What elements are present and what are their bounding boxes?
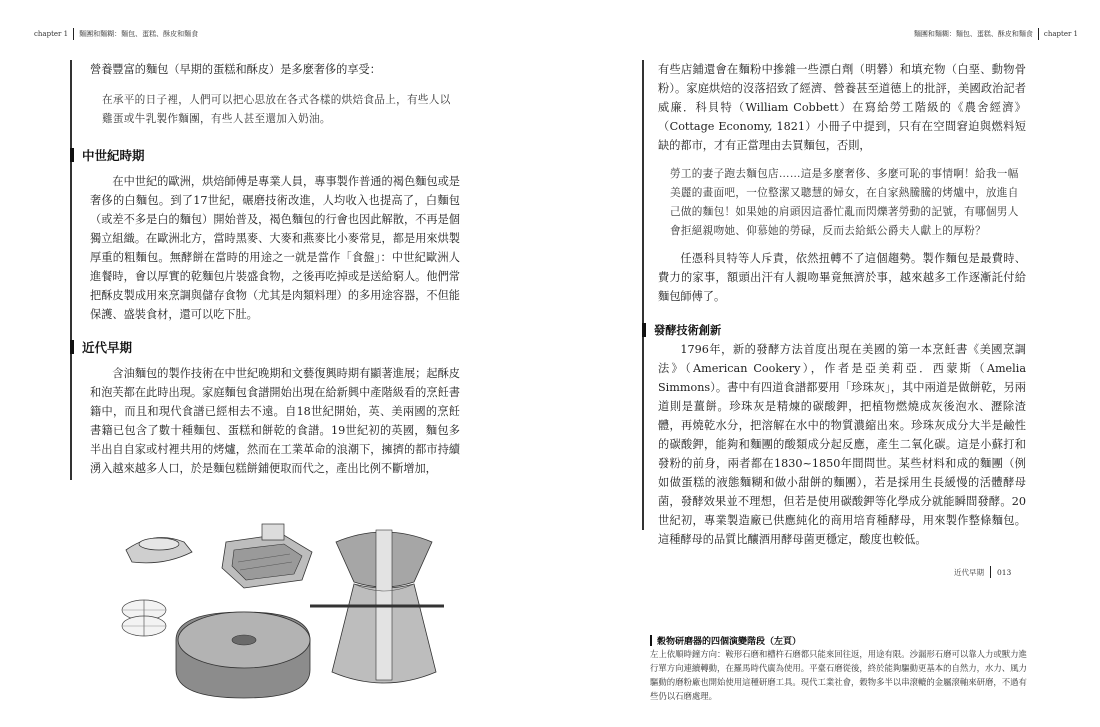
early-modern-paragraph: 含油麵包的製作技術在中世紀晚期和文藝復興時期有顯著進展；起酥皮和泡芙都在此時出現。家庭麵包食譜開始出現在給新興中產階級看的烹飪書籍中，而且和現代食譜已經相去不遠。自18世紀開始，英、美兩國的烹飪書籍已包含了數十種麵包、蛋糕和餅乾的食譜。19世紀初的英國，麵包多半出自自家或村裡共用的烤爐，然而在工業革命的浪潮下，擁擠的都市持續湧入越來越多人口，於是麵包糕餅鋪便取而代之，產出比例不斷增加， [90, 367, 460, 475]
figure-caption [650, 634, 1030, 703]
heading-marker [642, 323, 646, 337]
block-quote: 勞工的妻子跑去麵包店……這是多麼奢侈、多麼可恥的事情啊！給我一幅美麗的畫面吧，一位整潔又聰慧的婦女，在自家熱騰騰的烤爐中，放進自己做的麵包！如果她的肩頭因這番忙亂而閃爍著勞動的記號，有哪個男人會拒絕親吻她、仰慕她的勞碌，反而去給紙公爵夫人獻上的厚粉？ [670, 168, 1019, 237]
running-head-divider [1038, 28, 1039, 40]
hourglass-mill-drawing [310, 530, 444, 683]
caption-marker [650, 635, 652, 646]
right-column [654, 60, 1026, 549]
medieval-paragraph: 在中世紀的歐洲，烘焙師傅是專業人員，專事製作普通的褐色麵包或是奢侈的白麵包。到了17世紀，碾磨技術改進，人均收入也提高了，白麵包（或差不多是白的麵包）開始普及，褐色麵包的行會也因此解散，不再是個獨立組織。在歐洲北方，當時黑麥、大麥和燕麥比小麥常見，都是用來烘製厚重的粗麵包。無酵餅在當時的用途之一就是當作「食盤」：中世紀歐洲人進餐時，會以厚實的乾麵包片裝盛食物，之後再吃掉或是送給窮人。他們常把酥皮製成用來烹調與儲存食物（尤其是肉類料理）的多用途容器，不但能保護、盛裝食材，還可以吃下肚。 [90, 175, 460, 321]
heading-text: 發酵技術創新 [654, 323, 722, 337]
section-heading-early-modern [70, 338, 460, 356]
running-head-divider [73, 28, 74, 40]
running-head-left [34, 28, 198, 40]
saddle-quern-drawing [126, 538, 192, 563]
margin-rule-left [70, 60, 72, 480]
leavening-paragraph: 1796年，新的發酵方法首度出現在美國的第一本烹飪書《美國烹調法》（American Cookery），作者是亞美莉亞．西蒙斯（Amelia Simmons）。書中有四道食譜都要用「珍珠灰」，其中兩道是做餅乾，另兩道則是薑餅。珍珠灰是精煉的碳酸鉀，把植物燃燒成灰後泡水、瀝除渣體，再燒乾水分，把溶解在水中的物質濃縮出來。珍珠灰成分大半是鹼性的碳酸鉀，能夠和麵團的酸類成分起反應，產生二氧化碳。這是小蘇打和發粉的前身，兩者都在1830~1850年間問世。某些材料和成的麵團（例如做蛋糕的液態麵糊和做小甜餅的麵團），若是採用生長緩慢的活體酵母菌，發酵效果並不理想，但若是使用碳酸鉀等化學成分就能瞬間發酵。20世紀初，專業製造廠已供應純化的商用培育種酵母，用來製作整條麵包。這種酵母的品質比釀酒用酵母菌更穩定，酸度也較低。 [658, 343, 1026, 546]
running-head-chapter: chapter 1 [1043, 30, 1078, 38]
gear-wheels-drawing [122, 600, 166, 636]
rotary-mill-drawing [222, 524, 312, 588]
caption-title-text: 穀物研磨器的四個演變階段（左頁） [657, 637, 802, 647]
folio-label: 近代早期 [954, 567, 984, 577]
left-column [82, 60, 460, 478]
running-head-right [914, 28, 1078, 40]
block-quote: 在承平的日子裡，人們可以把心思放在各式各樣的烘焙食品上，有些人以雞蛋或牛乳製作麵團，有些人甚至還加入奶油。 [102, 94, 451, 125]
caption-body: 左上依順時鐘方向：鞍形石磨和槽杵石磨都只能來回往返，用途有限。沙漏形石磨可以靠人力或獸力進行單方向連續轉動，在羅馬時代廣為使用。平臺石磨從後，終於能夠驅動更基本的自然力，水力、風力驅動的磨粉廠也開始使用這種研磨工具。現代工業社會，穀物多半以串滾轆的金屬滾軸來研磨，不過有些仍以石磨處理。 [650, 649, 1027, 701]
running-head-title: 麵團和麵糊：麵包、蛋糕、酥皮和麵食 [913, 30, 1033, 38]
heading-marker [70, 148, 74, 162]
running-head-chapter: chapter 1 [34, 30, 69, 38]
intro-paragraph: 營養豐富的麵包（早期的蛋糕和酥皮）是多麼奢侈的享受： [90, 63, 381, 76]
heading-text: 近代早期 [82, 340, 133, 355]
folio-divider [990, 566, 991, 578]
heading-marker [70, 340, 74, 354]
page-folio [954, 566, 1011, 578]
grain-mill-illustration [114, 522, 464, 700]
section-heading-leavening [642, 322, 1026, 338]
right-page [550, 0, 1100, 727]
page-number: 013 [997, 567, 1012, 577]
caption-title [650, 634, 1030, 647]
millstone-drawing [176, 612, 310, 698]
section-heading-medieval [70, 146, 460, 164]
margin-rule-right [642, 60, 644, 530]
running-head-title: 麵團和麵糊：麵包、蛋糕、酥皮和麵食 [79, 30, 199, 38]
trend-paragraph: 任憑科貝特等人斥責，依然扭轉不了這個趨勢。製作麵包是最費時、費力的家事，額頭出汗有人親吻畢竟無濟於事，越來越多工作逐漸託付給麵包師傅了。 [658, 252, 1026, 303]
heading-text: 中世紀時期 [82, 148, 145, 163]
cobbett-paragraph: 有些店鋪還會在麵粉中摻雜一些漂白劑（明礬）和填充物（白堊、動物骨粉）。家庭烘焙的沒落招致了經濟、營養甚至道德上的批評，美國政治記者威廉．科貝特（William Cobbett）在寫給勞工階級的《農舍經濟》（Cottage Economy, 1821）小冊子中提到，只有在空間窘迫與燃料短缺的都市，才有正當理由去買麵包，否則， [658, 63, 1026, 152]
